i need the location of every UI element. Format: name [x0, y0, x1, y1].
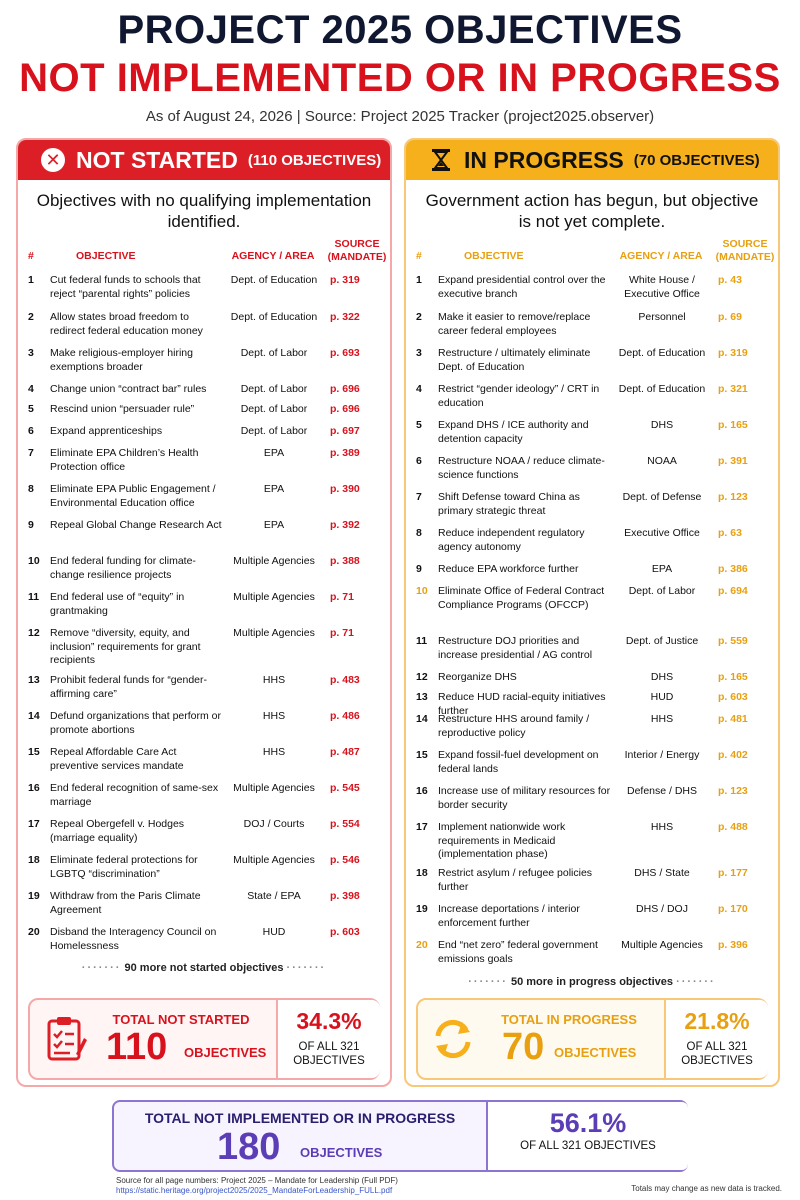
row-source: p. 398 — [330, 890, 360, 902]
row-source: p. 554 — [330, 818, 360, 830]
row-number: 4 — [28, 383, 34, 395]
row-source: p. 396 — [718, 939, 748, 951]
total-in-progress-box — [416, 998, 768, 1080]
row-agency: Dept. of Labor — [240, 403, 308, 415]
not-started-count: (110 OBJECTIVES) — [247, 151, 382, 169]
total-in-progress-label: TOTAL IN PROGRESS — [501, 1012, 637, 1027]
col-num-header: # — [416, 250, 422, 262]
row-agency: Dept. of Labor — [240, 425, 308, 437]
source-line: As of August 24, 2026 | Source: Project 2025 Tracker (project2025.observer) — [145, 108, 655, 125]
row-number: 15 — [416, 749, 428, 761]
row-objective: Remove “diversity, equity, and inclusion” requirements for grant recipients — [50, 627, 201, 666]
row-source: p. 696 — [330, 403, 360, 415]
total-not-started-label: TOTAL NOT STARTED — [112, 1012, 250, 1027]
row-agency: Multiple Agencies — [233, 555, 315, 567]
grand-total-percent-box — [486, 1102, 688, 1170]
row-number: 11 — [28, 591, 40, 603]
row-agency: HHS — [262, 674, 286, 686]
not-started-panel — [16, 138, 392, 1087]
row-source: p. 694 — [718, 585, 748, 597]
row-number: 13 — [416, 691, 428, 703]
row-source: p. 170 — [718, 903, 748, 915]
row-objective: Expand DHS / ICE authority and detention capacity — [438, 419, 589, 445]
grand-total-of-all: OF ALL 321 OBJECTIVES — [520, 1140, 656, 1152]
not-started-table-header — [18, 238, 390, 270]
row-agency: Defense / DHS — [626, 785, 698, 797]
row-agency: EPA — [263, 519, 285, 531]
row-source: p. 693 — [330, 347, 360, 359]
source-footnote — [116, 1176, 398, 1196]
row-objective: Defund organizations that perform or promote abortions — [50, 710, 222, 736]
page-title: PROJECT 2025 OBJECTIVES — [117, 8, 683, 52]
row-number: 8 — [28, 483, 34, 495]
row-source: p. 165 — [718, 419, 748, 431]
total-not-started-box — [28, 998, 380, 1080]
row-number: 14 — [28, 710, 40, 722]
col-objective-header: OBJECTIVE — [76, 250, 136, 262]
in-progress-header — [406, 140, 778, 180]
row-agency: Dept. of Labor — [240, 347, 308, 359]
grand-total-percent: 56.1% — [549, 1108, 627, 1138]
row-objective: Shift Defense toward China as primary strategic threat — [438, 491, 580, 517]
row-agency: HHS — [650, 713, 674, 725]
row-objective: Cut federal funds to schools that reject “parental rights” policies — [50, 274, 201, 300]
col-num-header: # — [28, 250, 34, 262]
row-objective: Increase deportations / interior enforcement further — [438, 903, 580, 929]
row-number: 13 — [28, 674, 40, 686]
col-source-header: SOURCE — [334, 238, 380, 250]
not-started-percent: 34.3% — [296, 1008, 362, 1034]
row-objective: Increase use of military resources for border security — [438, 785, 611, 811]
row-objective: Repeal Global Change Research Act — [50, 519, 222, 531]
x-circle-icon: ✕ — [40, 147, 66, 173]
row-objective: Restrict asylum / refugee policies further — [438, 867, 593, 893]
grand-total-label: TOTAL NOT IMPLEMENTED OR IN PROGRESS — [144, 1110, 456, 1126]
not-started-heading: NOT STARTED — [76, 146, 238, 173]
row-objective: Withdraw from the Paris Climate Agreement — [50, 890, 201, 916]
row-agency: Multiple Agencies — [621, 939, 703, 951]
row-number: 4 — [416, 383, 422, 395]
row-objective: Disband the Interagency Council on Homelessness — [50, 926, 217, 952]
row-source: p. 488 — [718, 821, 748, 833]
row-agency: DHS — [650, 671, 674, 683]
row-number: 2 — [416, 311, 422, 323]
row-number: 18 — [416, 867, 428, 879]
row-agency: EPA — [263, 447, 285, 459]
row-agency: Multiple Agencies — [233, 591, 315, 603]
row-agency: Dept. of Education — [230, 274, 318, 286]
row-objective: Restructure HHS around family / reproductive policy — [438, 713, 590, 739]
disclaimer: Totals may change as new data is tracked. — [631, 1184, 782, 1193]
total-not-started-unit: OBJECTIVES — [184, 1045, 267, 1060]
row-agency: State / EPA — [247, 890, 301, 902]
row-source: p. 165 — [718, 671, 748, 683]
row-source: p. 123 — [718, 491, 748, 503]
row-objective: Repeal Affordable Care Act preventive services mandate — [50, 746, 184, 772]
row-source: p. 322 — [330, 311, 360, 323]
row-agency: Multiple Agencies — [233, 854, 315, 866]
row-source: p. 697 — [330, 425, 360, 437]
col-source-header: SOURCE — [722, 238, 768, 250]
grand-total-value: 180 — [217, 1126, 281, 1168]
row-objective: Reorganize DHS — [438, 671, 517, 683]
row-number: 17 — [28, 818, 40, 830]
row-source: p. 487 — [330, 746, 360, 758]
row-source: p. 63 — [718, 527, 742, 539]
row-objective: Make it easier to remove/replace career federal employees — [438, 311, 591, 337]
row-objective: Eliminate EPA Children’s Health Protection office — [50, 447, 199, 473]
row-objective: End federal funding for climate-change resilience projects — [50, 555, 196, 581]
row-number: 9 — [28, 519, 34, 531]
row-number: 6 — [28, 425, 34, 437]
not-started-of-all: OF ALL 321 OBJECTIVES — [293, 1041, 365, 1067]
row-objective: Prohibit federal funds for “gender-affirming care” — [50, 674, 208, 700]
row-objective: Make religious-employer hiring exemptions broader — [50, 347, 193, 373]
col-source-header-sub: (MANDATE) — [327, 251, 387, 263]
row-number: 20 — [416, 939, 428, 951]
row-source: p. 546 — [330, 854, 360, 866]
source-url-link[interactable]: https://static.heritage.org/project2025/2025_MandateForLeadership_FULL.pdf — [116, 1186, 393, 1195]
row-objective: Allow states broad freedom to redirect federal education money — [50, 311, 203, 337]
row-objective: Eliminate EPA Public Engagement / Environmental Education office — [50, 483, 216, 509]
row-source: p. 177 — [718, 867, 748, 879]
row-agency: White House / Executive Office — [624, 274, 700, 300]
row-objective: Reduce independent regulatory agency autonomy — [438, 527, 585, 553]
in-progress-intro: Government action has begun, but objective is not yet complete. — [425, 191, 759, 231]
row-agency: Personnel — [638, 311, 686, 323]
row-source: p. 71 — [330, 591, 354, 603]
row-objective: Restructure / ultimately eliminate Dept. of Education — [438, 347, 591, 373]
refresh-icon — [428, 1014, 478, 1064]
row-source: p. 389 — [330, 447, 360, 459]
row-agency: Dept. of Education — [230, 311, 318, 323]
row-number: 7 — [416, 491, 422, 503]
row-objective: Reduce HUD racial-equity initiatives further — [438, 691, 606, 717]
row-source: p. 481 — [718, 713, 748, 725]
hourglass-icon — [428, 147, 454, 173]
page-subtitle-red: NOT IMPLEMENTED OR IN PROGRESS — [19, 56, 781, 100]
grand-total-box — [112, 1100, 688, 1172]
row-number: 9 — [416, 563, 422, 575]
row-number: 19 — [416, 903, 428, 915]
row-source: p. 390 — [330, 483, 360, 495]
row-number: 11 — [416, 635, 428, 647]
row-agency: HUD — [262, 926, 286, 938]
row-agency: Multiple Agencies — [233, 627, 315, 639]
not-started-header — [18, 140, 390, 180]
row-source: p. 559 — [718, 635, 748, 647]
row-objective: Restrict “gender ideology” / CRT in education — [438, 383, 600, 409]
in-progress-heading: IN PROGRESS — [464, 146, 624, 173]
row-number: 20 — [28, 926, 40, 938]
total-in-progress-unit: OBJECTIVES — [554, 1045, 637, 1060]
row-objective: Restructure DOJ priorities and increase presidential / AG control — [438, 635, 593, 661]
in-progress-more: ······· 50 more in progress objectives ······· — [468, 976, 716, 988]
total-in-progress-value: 70 — [502, 1026, 545, 1068]
row-agency: DHS — [650, 419, 674, 431]
row-objective: Repeal Obergefell v. Hodges (marriage equality) — [50, 818, 185, 844]
row-source: p. 71 — [330, 627, 354, 639]
in-progress-table-header — [406, 238, 778, 270]
row-number: 7 — [28, 447, 34, 459]
row-objective: Expand fossil-fuel development on federal lands — [438, 749, 599, 775]
row-number: 15 — [28, 746, 40, 758]
row-source: p. 319 — [718, 347, 748, 359]
row-source: p. 386 — [718, 563, 748, 575]
row-agency: DHS / State — [634, 867, 690, 879]
col-objective-header: OBJECTIVE — [464, 250, 524, 262]
row-objective: Eliminate federal protections for LGBTQ “discrimination” — [50, 854, 198, 880]
row-source: p. 391 — [718, 455, 748, 467]
row-agency: Dept. of Education — [618, 347, 706, 359]
row-source: p. 402 — [718, 749, 748, 761]
row-objective: Reduce EPA workforce further — [438, 563, 579, 575]
row-number: 1 — [416, 274, 422, 286]
in-progress-panel — [404, 138, 780, 1087]
row-number: 18 — [28, 854, 40, 866]
row-agency: HUD — [650, 691, 674, 703]
row-agency: Dept. of Education — [618, 383, 706, 395]
row-number: 5 — [28, 403, 34, 415]
row-number: 5 — [416, 419, 422, 431]
col-source-header-sub: (MANDATE) — [715, 251, 775, 263]
not-started-intro: Objectives with no qualifying implementation identified. — [36, 191, 372, 231]
in-progress-of-all: OF ALL 321 OBJECTIVES — [681, 1041, 753, 1067]
row-agency: Executive Office — [624, 527, 700, 539]
row-number: 12 — [416, 671, 428, 683]
col-agency-header: AGENCY / AREA — [231, 250, 315, 262]
row-source: p. 486 — [330, 710, 360, 722]
col-agency-header: AGENCY / AREA — [619, 250, 703, 262]
row-objective: Implement nationwide work requirements in Medicaid (implementation phase) — [438, 821, 566, 860]
row-source: p. 123 — [718, 785, 748, 797]
row-source: p. 696 — [330, 383, 360, 395]
row-source: p. 483 — [330, 674, 360, 686]
row-objective: End federal use of “equity” in grantmaking — [50, 591, 185, 617]
row-number: 2 — [28, 311, 34, 323]
row-agency: Dept. of Labor — [628, 585, 696, 597]
row-agency: Interior / Energy — [624, 749, 700, 761]
row-objective: Expand apprenticeships — [50, 425, 163, 437]
row-number: 14 — [416, 713, 428, 725]
row-agency: EPA — [651, 563, 673, 575]
row-source: p. 388 — [330, 555, 360, 567]
row-objective: End “net zero” federal government emissions goals — [438, 939, 598, 965]
row-agency: Dept. of Justice — [625, 635, 699, 647]
row-number: 10 — [416, 585, 428, 597]
grand-total-unit: OBJECTIVES — [300, 1145, 383, 1160]
row-source: p. 603 — [718, 691, 748, 703]
row-source: p. 69 — [718, 311, 742, 323]
not-started-more: ······· 90 more not started objectives ······· — [81, 962, 327, 974]
row-number: 16 — [416, 785, 428, 797]
row-objective: Rescind union “persuader rule” — [50, 403, 195, 415]
row-objective: Expand presidential control over the executive branch — [438, 274, 606, 300]
row-number: 3 — [416, 347, 422, 359]
in-progress-count: (70 OBJECTIVES) — [633, 151, 760, 169]
row-agency: DHS / DOJ — [636, 903, 688, 915]
in-progress-percent-box — [664, 1000, 768, 1078]
row-source: p. 321 — [718, 383, 748, 395]
row-objective: Eliminate Office of Federal Contract Compliance Programs (OFCCP) — [438, 585, 605, 611]
in-progress-percent: 21.8% — [684, 1008, 750, 1034]
row-source: p. 603 — [330, 926, 360, 938]
row-agency: Dept. of Labor — [240, 383, 308, 395]
row-source: p. 43 — [718, 274, 742, 286]
row-number: 12 — [28, 627, 40, 639]
row-agency: Multiple Agencies — [233, 782, 315, 794]
source-note: Source for all page numbers: Project 2025 – Mandate for Leadership (Full PDF) — [116, 1176, 398, 1185]
row-agency: Dept. of Defense — [622, 491, 702, 503]
row-number: 10 — [28, 555, 40, 567]
row-source: p. 392 — [330, 519, 360, 531]
row-agency: HHS — [262, 710, 286, 722]
total-not-started-value: 110 — [106, 1026, 168, 1068]
row-number: 8 — [416, 527, 422, 539]
clipboard-icon — [40, 1014, 90, 1064]
row-source: p. 545 — [330, 782, 360, 794]
row-number: 17 — [416, 821, 428, 833]
row-agency: HHS — [650, 821, 674, 833]
row-number: 1 — [28, 274, 34, 286]
row-agency: HHS — [262, 746, 286, 758]
row-number: 6 — [416, 455, 422, 467]
row-number: 16 — [28, 782, 40, 794]
row-objective: Change union “contract bar” rules — [50, 383, 207, 395]
row-agency: NOAA — [647, 455, 677, 467]
row-number: 3 — [28, 347, 34, 359]
row-objective: End federal recognition of same-sex marriage — [50, 782, 219, 808]
row-agency: EPA — [263, 483, 285, 495]
row-number: 19 — [28, 890, 40, 902]
not-started-percent-box — [276, 1000, 380, 1078]
row-objective: Restructure NOAA / reduce climate-science functions — [438, 455, 605, 481]
row-agency: DOJ / Courts — [243, 818, 305, 830]
row-source: p. 319 — [330, 274, 360, 286]
